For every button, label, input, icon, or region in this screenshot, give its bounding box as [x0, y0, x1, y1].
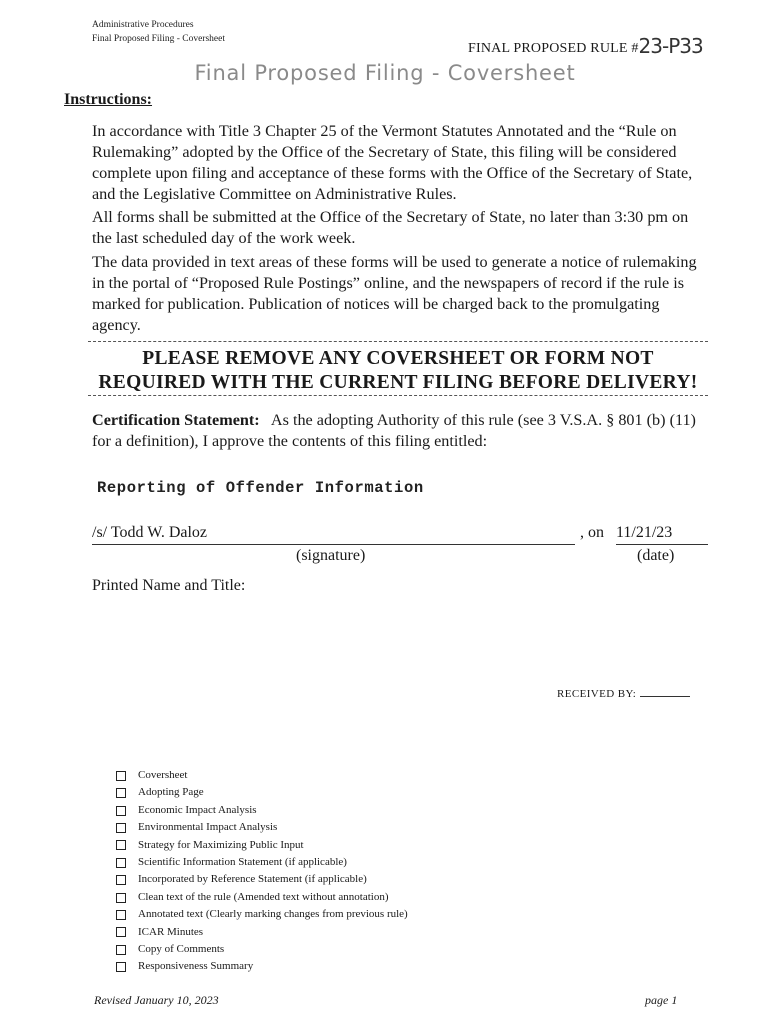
checkbox-icon[interactable]: [116, 945, 126, 955]
checklist-label: Annotated text (Clearly marking changes from previous rule): [138, 908, 408, 921]
revision-date: Revised January 10, 2023: [94, 993, 219, 1007]
divider-bottom: [88, 395, 708, 396]
checkbox-icon[interactable]: [116, 823, 126, 833]
certification-statement: [92, 410, 704, 452]
header-line-2: Final Proposed Filing - Coversheet: [92, 34, 225, 44]
date-line: [616, 524, 708, 545]
checkbox-icon[interactable]: [116, 893, 126, 903]
checklist-item[interactable]: [116, 958, 408, 975]
signature-line: [92, 524, 575, 545]
rule-title: Reporting of Offender Information: [97, 479, 424, 497]
checklist-item[interactable]: [116, 837, 408, 854]
certification-label: Certification Statement:: [92, 411, 260, 429]
forms-checklist: [116, 767, 408, 976]
on-label: , on: [580, 524, 604, 541]
checklist-label: Copy of Comments: [138, 943, 225, 956]
checklist-label: ICAR Minutes: [138, 925, 204, 938]
checklist-label: Scientific Information Statement (if applicable): [138, 856, 347, 869]
checklist-label: Coversheet: [138, 769, 188, 781]
checklist-item[interactable]: [116, 802, 408, 819]
checklist-label: Adopting Page: [138, 786, 204, 799]
received-by-label: RECEIVED BY:: [557, 688, 637, 700]
date-caption: (date): [637, 547, 675, 564]
checkbox-icon[interactable]: [116, 910, 126, 920]
received-by: [557, 688, 690, 700]
checklist-item[interactable]: [116, 767, 408, 784]
certification-text: As the adopting Authority of this rule (see 3 V.S.A. § 801 (b) (11) for a definition), I approve the contents of this filing entitled:: [92, 411, 696, 450]
checklist-item[interactable]: [116, 784, 408, 801]
checkbox-icon[interactable]: [116, 927, 126, 937]
signature-caption: (signature): [296, 547, 366, 564]
checklist-label: Strategy for Maximizing Public Input: [138, 838, 304, 851]
header-line-1: Administrative Procedures: [92, 20, 194, 30]
checklist-item[interactable]: [116, 871, 408, 888]
checklist-label: Responsiveness Summary: [138, 960, 254, 973]
checkbox-icon[interactable]: [116, 858, 126, 868]
handwritten-rule-number: 23-P33: [638, 34, 703, 58]
rule-number-header: [468, 33, 703, 57]
checkbox-icon[interactable]: [116, 771, 126, 781]
checklist-item[interactable]: [116, 906, 408, 923]
removal-warning: PLEASE REMOVE ANY COVERSHEET OR FORM NOT REQUIRED WITH THE CURRENT FILING BEFORE DELIVERY!: [98, 348, 698, 393]
printed-name-label: Printed Name and Title:: [92, 577, 246, 594]
received-by-blank: [640, 696, 690, 697]
checklist-item[interactable]: [116, 854, 408, 871]
checklist-item[interactable]: [116, 889, 408, 906]
checklist-item[interactable]: [116, 819, 408, 836]
checklist-item[interactable]: [116, 941, 408, 958]
rule-label: FINAL PROPOSED RULE #: [468, 41, 639, 56]
header-left: [92, 18, 225, 46]
instructions-paragraph-1: In accordance with Title 3 Chapter 25 of the Vermont Statutes Annotated and the “Rule on Rulemaking” adopted by the Office of the Secretary of State, this filing will be considered complete upon filing and acceptance of these forms with the Office of the Secretary of State, and the Legislative Committee on Administrative Rules.: [92, 122, 693, 203]
instructions-paragraph-3: The data provided in text areas of these forms will be used to generate a notice of rulemaking in the portal of “Proposed Rule Postings” online, and the newspapers of record if the rule is marked for publication. Publication of notices will be charged back to the promulgating agency.: [92, 253, 697, 334]
checkbox-icon[interactable]: [116, 840, 126, 850]
checklist-label: Clean text of the rule (Amended text without annotation): [138, 890, 389, 903]
signature-value: /s/ Todd W. Daloz: [92, 524, 208, 541]
page-title: Final Proposed Filing - Coversheet: [194, 61, 576, 85]
checkbox-icon[interactable]: [116, 962, 126, 972]
date-value: 11/21/23: [616, 524, 673, 541]
checklist-label: Environmental Impact Analysis: [138, 821, 278, 834]
checklist-label: Incorporated by Reference Statement (if applicable): [138, 873, 367, 886]
page-number: page 1: [645, 993, 678, 1007]
divider-top: [88, 341, 708, 342]
checkbox-icon[interactable]: [116, 875, 126, 885]
checklist-item[interactable]: [116, 924, 408, 941]
checklist-label: Economic Impact Analysis: [138, 803, 257, 816]
instructions-paragraph-2: All forms shall be submitted at the Office of the Secretary of State, no later than 3:30 pm on the last scheduled day of the work week.: [92, 208, 689, 247]
instructions-heading: Instructions:: [64, 91, 153, 108]
checkbox-icon[interactable]: [116, 806, 126, 816]
checkbox-icon[interactable]: [116, 788, 126, 798]
